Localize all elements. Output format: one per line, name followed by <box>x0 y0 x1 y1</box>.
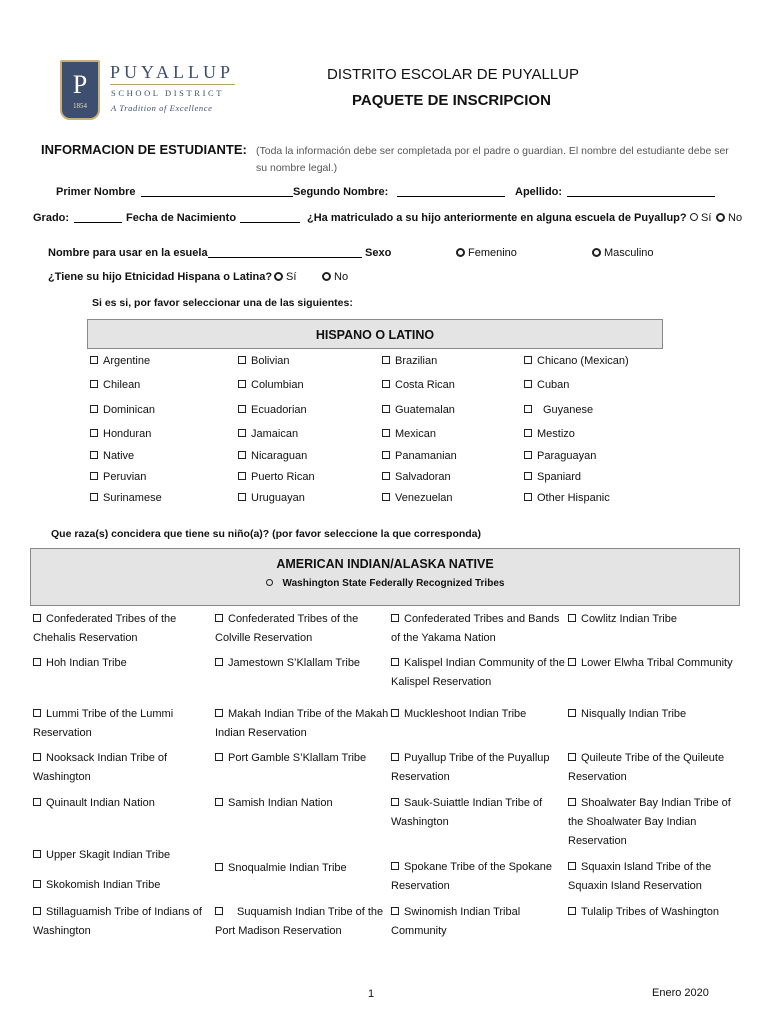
preferred-name-label: Nombre para usar en la esuela <box>48 247 208 259</box>
tribe-option-label: Muckleshoot Indian Tribe <box>404 708 527 720</box>
tribe-option-checkbox[interactable] <box>568 794 743 851</box>
hispanic-option-label: Ecuadorian <box>251 404 307 416</box>
checkbox-icon <box>524 472 532 480</box>
logo-letter: P <box>72 70 88 99</box>
hispanic-option-checkbox[interactable] <box>524 489 610 507</box>
native-heading: AMERICAN INDIAN/ALASKA NATIVE <box>276 557 494 571</box>
hispanic-option-checkbox[interactable] <box>90 468 146 486</box>
tribe-option-checkbox[interactable] <box>33 654 208 673</box>
hispanic-option-label: Salvadoran <box>395 471 451 483</box>
hispanic-option-label: Chilean <box>103 379 141 391</box>
male-label: Masculino <box>604 247 654 259</box>
hispanic-option-label: Paraguayan <box>537 450 597 462</box>
hispanic-option-checkbox[interactable] <box>524 425 575 443</box>
tribe-option-checkbox[interactable] <box>215 903 390 941</box>
tribe-option-label: Tulalip Tribes of Washington <box>581 906 719 918</box>
checkbox-icon <box>215 658 223 666</box>
tribe-option-checkbox[interactable] <box>391 654 566 692</box>
hispanic-option-checkbox[interactable] <box>238 352 290 370</box>
sex-female-option[interactable] <box>456 247 517 259</box>
checkbox-icon <box>382 451 390 459</box>
hispanic-option-checkbox[interactable] <box>90 425 151 443</box>
checkbox-icon <box>391 709 399 717</box>
preferred-name-field[interactable] <box>208 247 362 258</box>
checkbox-icon <box>524 429 532 437</box>
checkbox-icon <box>524 405 532 413</box>
checkbox-icon <box>382 493 390 501</box>
checkbox-icon <box>33 850 41 858</box>
hispanic-option-label: Honduran <box>103 428 152 440</box>
hispanic-no-label: No <box>334 271 349 283</box>
hispanic-option-checkbox[interactable] <box>90 376 140 394</box>
hispanic-option-label: Guyanese <box>543 404 594 416</box>
hispanic-option-label: Nicaraguan <box>251 450 308 462</box>
tribe-option-checkbox[interactable] <box>33 705 208 743</box>
checkbox-icon <box>33 753 41 761</box>
student-section-note: (Toda la información debe ser completada por el padre o guardian. El nombre del estudiante debe ser su nombre legal.) <box>256 145 729 174</box>
first-name-field[interactable] <box>141 186 293 197</box>
hispanic-no-option[interactable] <box>322 271 348 283</box>
if-yes-instruction: Si es si, por favor seleccionar una de las siguientes: <box>92 297 353 309</box>
hispanic-yes-option[interactable] <box>274 271 296 283</box>
tribe-option-label: Swinomish Indian Tribal Community <box>391 906 521 937</box>
middle-name-label: Segundo Nombre: <box>293 186 389 198</box>
checkbox-icon <box>215 709 223 717</box>
native-subheading: Washington State Federally Recognized Tribes <box>282 578 505 589</box>
checkbox-icon <box>382 405 390 413</box>
tribe-option-checkbox[interactable] <box>568 705 743 724</box>
dob-field[interactable] <box>240 212 300 223</box>
hispanic-option-label: Peruvian <box>103 471 147 483</box>
hispanic-option-label: Guatemalan <box>395 404 455 416</box>
hispanic-option-checkbox[interactable] <box>90 489 162 507</box>
tribe-option-label: Nisqually Indian Tribe <box>581 708 687 720</box>
checkbox-icon <box>524 493 532 501</box>
student-section-heading: INFORMACION DE ESTUDIANTE: <box>41 142 247 157</box>
hispanic-yes-label: Sí <box>286 271 297 283</box>
tribe-option-label: Skokomish Indian Tribe <box>46 879 161 891</box>
hispanic-option-label: Jamaican <box>251 428 299 440</box>
hispanic-question: ¿Tiene su hijo Etnicidad Hispana o Latina? <box>48 271 273 283</box>
hispanic-option-checkbox[interactable] <box>382 468 451 486</box>
checkbox-icon <box>33 798 41 806</box>
radio-circle-icon <box>322 272 331 281</box>
hispanic-option-label: Native <box>103 450 135 462</box>
checkbox-icon <box>524 380 532 388</box>
checkbox-icon <box>382 380 390 388</box>
tribe-option-label: Cowlitz Indian Tribe <box>581 613 677 625</box>
tribe-option-label: Shoalwater Bay Indian Tribe of the Shoalwater Bay Indian Reservation <box>568 797 731 847</box>
sex-label: Sexo <box>365 247 392 259</box>
tribe-option-checkbox[interactable] <box>568 749 743 787</box>
tribe-option-checkbox[interactable] <box>215 705 390 743</box>
checkbox-icon <box>238 493 246 501</box>
checkbox-icon <box>568 709 576 717</box>
logo-tagline: A Tradition of Excellence <box>111 103 213 113</box>
page-title: DISTRITO ESCOLAR DE PUYALLUP <box>327 66 580 83</box>
hispanic-heading: HISPANO O LATINO <box>87 319 663 349</box>
tribe-option-label: Hoh Indian Tribe <box>46 657 127 669</box>
hispanic-option-label: Argentine <box>103 355 151 367</box>
hispanic-option-checkbox[interactable] <box>90 352 150 370</box>
tribe-option-checkbox[interactable] <box>391 794 566 832</box>
checkbox-icon <box>568 753 576 761</box>
district-logo-shield <box>60 60 100 120</box>
tribe-option-label: Lummi Tribe of the Lummi Reservation <box>33 708 174 739</box>
enrolled-no-label: No <box>728 212 743 224</box>
hispanic-option-label: Venezuelan <box>395 492 453 504</box>
tribe-option-checkbox[interactable] <box>215 610 390 648</box>
enrolled-yes-option[interactable] <box>690 212 711 224</box>
checkbox-icon <box>391 614 399 622</box>
checkbox-icon <box>215 907 223 915</box>
enrolled-yes-label: Sí <box>701 212 712 224</box>
female-label: Femenino <box>468 247 517 259</box>
checkbox-icon <box>33 614 41 622</box>
native-heading-box <box>30 548 740 606</box>
hispanic-option-checkbox[interactable] <box>382 376 455 394</box>
checkbox-icon <box>382 429 390 437</box>
tribe-option-label: Jamestown S’Klallam Tribe <box>228 657 361 669</box>
tribe-option-label: Quinault Indian Nation <box>46 797 155 809</box>
tribe-option-label: Puyallup Tribe of the Puyallup Reservation <box>391 752 550 783</box>
tribe-option-checkbox[interactable] <box>391 705 566 724</box>
logo-name: PUYALLUP <box>110 62 235 82</box>
tribe-option-label: Snoqualmie Indian Tribe <box>228 862 347 874</box>
tribe-option-checkbox[interactable] <box>391 858 566 896</box>
race-question: Que raza(s) concidera que tiene su niño(a)? (por favor seleccione la que corresponda) <box>51 528 482 540</box>
hispanic-option-checkbox[interactable] <box>382 425 436 443</box>
tribe-option-label: Upper Skagit Indian Tribe <box>46 849 171 861</box>
last-name-label: Apellido: <box>515 186 563 198</box>
tribe-option-label: Kalispel Indian Community of the Kalispel Reservation <box>391 657 565 688</box>
hispanic-option-checkbox[interactable] <box>238 425 298 443</box>
checkbox-icon <box>238 380 246 388</box>
checkbox-icon <box>391 658 399 666</box>
hispanic-option-checkbox[interactable] <box>238 447 307 465</box>
hispanic-option-checkbox[interactable] <box>90 447 134 465</box>
checkbox-icon <box>382 356 390 364</box>
checkbox-icon <box>90 405 98 413</box>
tribe-option-checkbox[interactable] <box>568 654 743 673</box>
checkbox-icon <box>238 429 246 437</box>
tribe-option-checkbox[interactable] <box>215 794 390 813</box>
checkbox-icon <box>391 907 399 915</box>
hispanic-option-label: Spaniard <box>537 471 582 483</box>
checkbox-icon <box>215 863 223 871</box>
hispanic-option-checkbox[interactable] <box>524 352 629 370</box>
hispanic-option-label: Panamanian <box>395 450 457 462</box>
checkbox-icon <box>215 753 223 761</box>
tribe-option-label: Suquamish Indian Tribe of the Port Madison Reservation <box>215 906 384 937</box>
hispanic-option-label: Costa Rican <box>395 379 455 391</box>
logo-divider <box>110 84 235 85</box>
tribe-option-label: Sauk-Suiattle Indian Tribe of Washington <box>391 797 543 828</box>
tribe-option-checkbox[interactable] <box>215 859 390 878</box>
tribe-option-label: Stillaguamish Tribe of Indians of Washington <box>33 906 202 937</box>
checkbox-icon <box>568 658 576 666</box>
tribe-option-checkbox[interactable] <box>33 903 208 941</box>
checkbox-icon <box>568 798 576 806</box>
checkbox-icon <box>238 405 246 413</box>
checkbox-icon <box>33 658 41 666</box>
tribe-option-checkbox[interactable] <box>215 749 390 768</box>
checkbox-icon <box>524 356 532 364</box>
hispanic-option-label: Surinamese <box>103 492 162 504</box>
hispanic-option-label: Mestizo <box>537 428 575 440</box>
enrolled-no-option[interactable] <box>716 212 742 224</box>
radio-circle-icon <box>716 213 725 222</box>
hispanic-option-checkbox[interactable] <box>382 401 455 419</box>
tribe-option-label: Lower Elwha Tribal Community <box>581 657 733 669</box>
hispanic-option-label: Bolivian <box>251 355 290 367</box>
checkbox-icon <box>33 709 41 717</box>
tribe-option-checkbox[interactable] <box>568 610 743 629</box>
hispanic-option-checkbox[interactable] <box>238 489 305 507</box>
checkbox-icon <box>90 356 98 364</box>
hispanic-option-checkbox[interactable] <box>382 489 453 507</box>
tribe-option-label: Port Gamble S’Klallam Tribe <box>228 752 367 764</box>
tribe-option-label: Samish Indian Nation <box>228 797 333 809</box>
first-name-label: Primer Nombre <box>56 186 136 198</box>
radio-circle-icon <box>274 272 283 281</box>
checkbox-icon <box>524 451 532 459</box>
radio-circle-icon <box>690 213 698 221</box>
hispanic-option-checkbox[interactable] <box>382 447 457 465</box>
hispanic-option-checkbox[interactable] <box>238 376 304 394</box>
tribe-option-label: Squaxin Island Tribe of the Squaxin Island Reservation <box>568 861 712 892</box>
checkbox-icon <box>215 798 223 806</box>
hispanic-option-label: Uruguayan <box>251 492 305 504</box>
tribe-option-checkbox[interactable] <box>33 610 208 648</box>
sex-male-option[interactable] <box>592 247 654 259</box>
hispanic-option-checkbox[interactable] <box>524 401 593 419</box>
checkbox-icon <box>90 429 98 437</box>
hispanic-option-label: Cuban <box>537 379 570 391</box>
checkbox-icon <box>33 880 41 888</box>
tribe-option-checkbox[interactable] <box>391 903 566 941</box>
hispanic-option-checkbox[interactable] <box>238 401 307 419</box>
tribe-option-checkbox[interactable] <box>215 654 390 673</box>
checkbox-icon <box>90 380 98 388</box>
hispanic-option-checkbox[interactable] <box>238 468 315 486</box>
tribe-option-label: Confederated Tribes of the Colville Reservation <box>215 613 359 644</box>
checkbox-icon <box>568 614 576 622</box>
hispanic-option-checkbox[interactable] <box>524 468 581 486</box>
bullet-circle-icon <box>266 579 273 586</box>
tribe-option-checkbox[interactable] <box>391 749 566 787</box>
tribe-option-label: Spokane Tribe of the Spokane Reservation <box>391 861 552 892</box>
hispanic-option-checkbox[interactable] <box>524 447 596 465</box>
tribe-option-label: Confederated Tribes and Bands of the Yakama Nation <box>391 613 560 644</box>
tribe-option-checkbox[interactable] <box>568 903 743 922</box>
hispanic-option-label: Mexican <box>395 428 436 440</box>
checkbox-icon <box>90 493 98 501</box>
tribe-option-checkbox[interactable] <box>33 846 208 865</box>
hispanic-option-label: Chicano (Mexican) <box>537 355 629 367</box>
checkbox-icon <box>90 472 98 480</box>
hispanic-option-label: Other Hispanic <box>537 492 610 504</box>
checkbox-icon <box>568 907 576 915</box>
checkbox-icon <box>238 451 246 459</box>
grade-label: Grado: <box>33 212 70 224</box>
tribe-option-checkbox[interactable] <box>568 858 743 896</box>
checkbox-icon <box>391 862 399 870</box>
grade-field[interactable] <box>74 212 122 223</box>
checkbox-icon <box>391 798 399 806</box>
radio-circle-icon <box>592 248 601 257</box>
enrolled-question: ¿Ha matriculado a su hijo anteriormente en alguna escuela de Puyallup? <box>307 212 687 224</box>
last-name-field[interactable] <box>567 186 715 197</box>
tribe-option-checkbox[interactable] <box>391 610 566 648</box>
radio-circle-icon <box>456 248 465 257</box>
tribe-option-label: Quileute Tribe of the Quileute Reservation <box>568 752 725 783</box>
page-number: 1 <box>368 988 375 1000</box>
tribe-option-checkbox[interactable] <box>33 876 208 895</box>
tribe-option-checkbox[interactable] <box>33 749 208 787</box>
checkbox-icon <box>238 472 246 480</box>
checkbox-icon <box>568 862 576 870</box>
checkbox-icon <box>382 472 390 480</box>
hispanic-option-checkbox[interactable] <box>382 352 437 370</box>
tribe-option-label: Confederated Tribes of the Chehalis Reservation <box>33 613 177 644</box>
hispanic-option-label: Puerto Rican <box>251 471 315 483</box>
page-subtitle: PAQUETE DE INSCRIPCION <box>352 92 551 109</box>
checkbox-icon <box>90 451 98 459</box>
checkbox-icon <box>238 356 246 364</box>
hispanic-option-checkbox[interactable] <box>90 401 155 419</box>
hispanic-option-label: Dominican <box>103 404 155 416</box>
tribe-option-label: Makah Indian Tribe of the Makah Indian Reservation <box>215 708 389 739</box>
hispanic-option-checkbox[interactable] <box>524 376 569 394</box>
footer-date: Enero 2020 <box>652 987 709 999</box>
tribe-option-checkbox[interactable] <box>33 794 208 813</box>
tribe-option-label: Nooksack Indian Tribe of Washington <box>33 752 168 783</box>
checkbox-icon <box>33 907 41 915</box>
checkbox-icon <box>391 753 399 761</box>
checkbox-icon <box>215 614 223 622</box>
dob-label: Fecha de Nacimiento <box>126 212 237 224</box>
logo-year: 1854 <box>73 102 87 110</box>
logo-subtitle: SCHOOL DISTRICT <box>111 88 225 98</box>
hispanic-option-label: Brazilian <box>395 355 438 367</box>
native-subheading-row <box>31 578 739 589</box>
hispanic-option-label: Columbian <box>251 379 304 391</box>
middle-name-field[interactable] <box>397 186 505 197</box>
